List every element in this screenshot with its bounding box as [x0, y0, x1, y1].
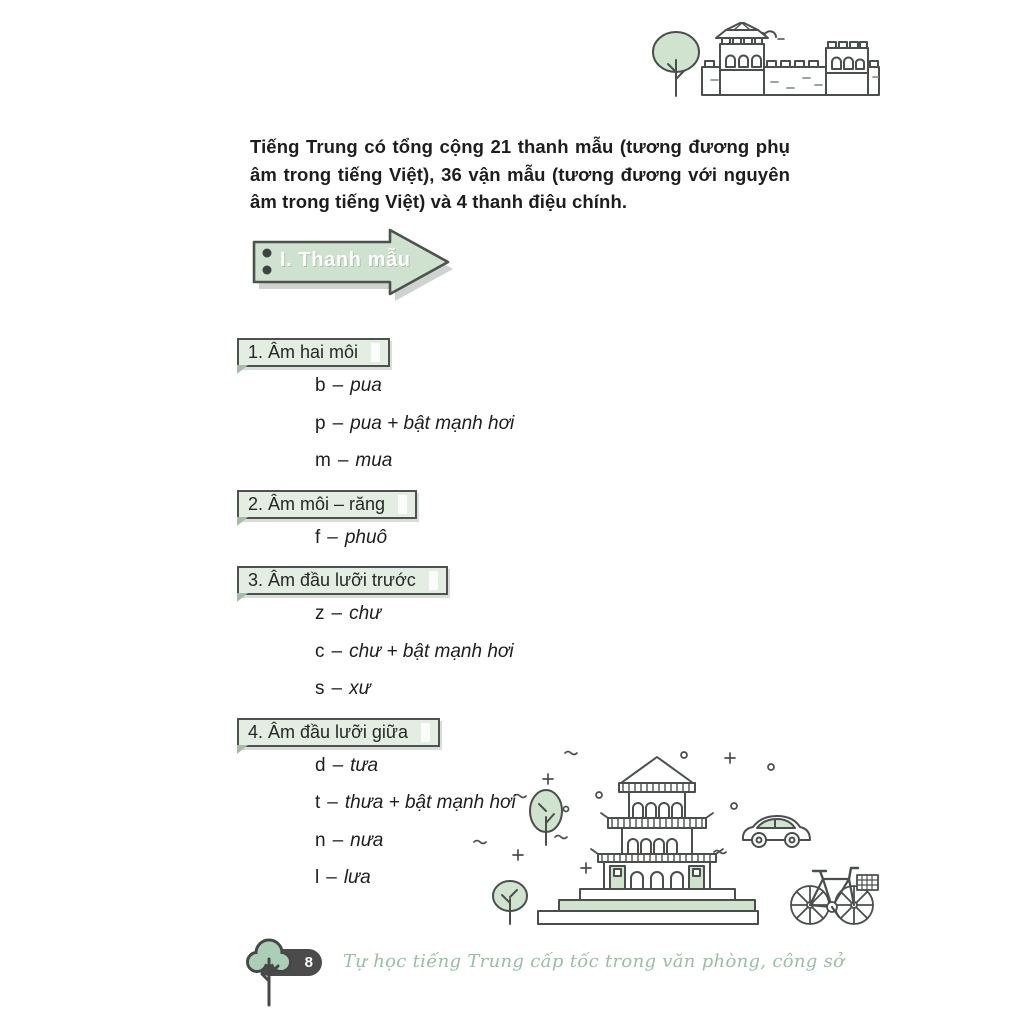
- dash-separator: –: [332, 754, 344, 776]
- wall-tower-right: [826, 42, 868, 95]
- pronunciation-item: [237, 367, 837, 405]
- dash-separator: –: [332, 375, 344, 396]
- page-number: 8: [304, 954, 313, 971]
- pinyin-letter: f: [315, 526, 321, 548]
- section-title: 2. Âm môi – răng: [248, 493, 386, 514]
- section-header: [237, 566, 448, 595]
- pinyin-letter: z: [315, 603, 325, 624]
- pinyin-letter: b: [315, 375, 326, 396]
- header-stripe: [429, 571, 438, 590]
- pronunciation-item: [237, 633, 837, 671]
- section-labiodental: [237, 480, 837, 557]
- dash-separator: –: [327, 526, 338, 548]
- section-bilabial: [237, 338, 837, 480]
- pronunciation-item: [237, 519, 837, 557]
- pronunciation-text: nưa: [350, 829, 384, 851]
- section-title: 4. Âm đầu lưỡi giữa: [248, 721, 408, 742]
- book-title: Tự học tiếng Trung cấp tốc trong văn phòng, công sở: [343, 951, 845, 972]
- pronunciation-item: [237, 405, 837, 443]
- pronunciation-item: [237, 442, 837, 480]
- pinyin-letter: c: [315, 640, 325, 662]
- section-front-tongue: [237, 556, 837, 708]
- header-stripe: [421, 723, 430, 742]
- section-banner: [250, 226, 465, 308]
- wall-tower-left: [716, 22, 768, 95]
- pinyin-letter: n: [315, 829, 326, 851]
- dash-separator: –: [331, 603, 343, 624]
- header-stripe: [371, 343, 380, 362]
- header-stripe: [398, 495, 407, 514]
- pinyin-letter: p: [315, 412, 326, 434]
- banner-title: I. Thanh mẫu: [280, 249, 411, 271]
- pronunciation-text: chư: [349, 603, 382, 624]
- pronunciation-item: [237, 822, 837, 860]
- section-header: [237, 490, 417, 519]
- section-header: [237, 338, 390, 367]
- dash-separator: –: [337, 450, 349, 471]
- pinyin-letter: d: [315, 754, 326, 776]
- dash-separator: –: [331, 640, 343, 662]
- section-mid-tongue: [237, 708, 837, 897]
- pronunciation-item: [237, 859, 837, 897]
- dash-separator: –: [332, 829, 344, 851]
- pronunciation-text: thưa + bật mạnh hơi: [344, 792, 516, 813]
- pronunciation-item: [237, 670, 837, 708]
- dash-separator: –: [326, 867, 337, 888]
- pinyin-letter: l: [315, 867, 320, 888]
- section-title: 3. Âm đầu lưỡi trước: [248, 570, 416, 590]
- dash-separator: –: [331, 678, 343, 699]
- dash-separator: –: [327, 792, 338, 813]
- section-header: [237, 718, 440, 747]
- section-title: 1. Âm hai môi: [248, 342, 359, 362]
- pronunciation-text: pua: [350, 375, 382, 396]
- pronunciation-item: [237, 784, 837, 822]
- pronunciation-text: mua: [355, 450, 393, 471]
- pinyin-letter: m: [315, 450, 331, 471]
- pronunciation-text: xư: [349, 678, 371, 699]
- pronunciation-item: [237, 747, 837, 785]
- pronunciation-text: chư + bật mạnh hơi: [349, 640, 514, 662]
- tree-icon: [653, 32, 699, 96]
- pronunciation-text: phuô: [344, 526, 388, 548]
- pronunciation-text: tưa: [350, 754, 379, 776]
- great-wall-illustration: [645, 22, 885, 100]
- pronunciation-text: lưa: [343, 867, 371, 888]
- pronunciation-item: [237, 595, 837, 633]
- intro-paragraph: Tiếng Trung có tổng cộng 21 thanh mẫu (tương đương phụ âm trong tiếng Việt), 36 vận mẫu (tương đương với nguyên âm trong tiếng Việt) và 4 thanh điệu chính.: [250, 136, 790, 212]
- pinyin-letter: s: [315, 678, 325, 699]
- tree-icon: [242, 933, 302, 1011]
- pronunciation-text: pua + bật mạnh hơi: [350, 412, 515, 434]
- pinyin-letter: t: [315, 792, 321, 813]
- dash-separator: –: [332, 412, 344, 434]
- phonetics-list: [237, 338, 837, 897]
